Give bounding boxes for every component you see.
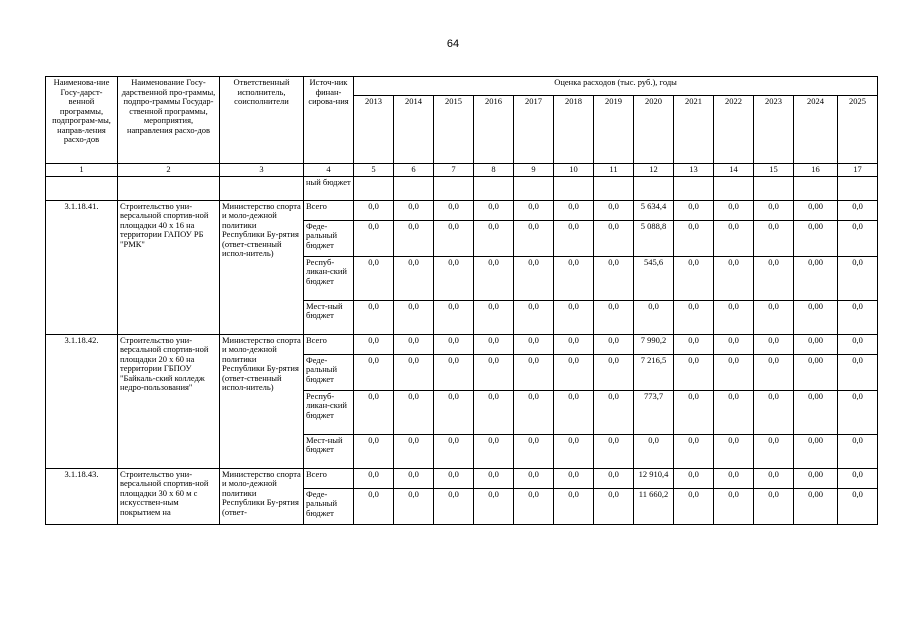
value-cell-2013: 0,0 xyxy=(354,434,394,468)
value-cell-2024: 0,00 xyxy=(794,300,838,334)
header-responsible-column: Ответственный исполнитель, соисполнители xyxy=(220,77,304,164)
continuation-row xyxy=(46,176,878,200)
column-index-cell: 14 xyxy=(714,164,754,177)
value-cell-2013: 0,0 xyxy=(354,488,394,524)
table-row xyxy=(46,200,878,220)
value-cell-2020: 0,0 xyxy=(634,300,674,334)
value-cell-2025: 0,0 xyxy=(838,488,878,524)
source-cell: Всего xyxy=(304,468,354,488)
value-cell-2022: 0,0 xyxy=(714,256,754,300)
header-year-2019: 2019 xyxy=(594,96,634,164)
table-row xyxy=(46,334,878,354)
value-cell-2020: 12 910,4 xyxy=(634,468,674,488)
value-cell-2023: 0,0 xyxy=(754,434,794,468)
value-cell-2014: 0,0 xyxy=(394,334,434,354)
header-year-2015: 2015 xyxy=(434,96,474,164)
value-cell-2023: 0,0 xyxy=(754,390,794,434)
program-code-cell: 3.1.18.43. xyxy=(46,468,118,524)
value-cell-2025: 0,0 xyxy=(838,390,878,434)
value-cell-2019: 0,0 xyxy=(594,334,634,354)
value-cell-2021: 0,0 xyxy=(674,256,714,300)
value-cell-2022: 0,0 xyxy=(714,468,754,488)
header-year-2022: 2022 xyxy=(714,96,754,164)
value-cell-2018: 0,0 xyxy=(554,434,594,468)
program-code-cell: 3.1.18.42. xyxy=(46,334,118,468)
value-cell-2022: 0,0 xyxy=(714,334,754,354)
source-cell: Респуб-ликан-ский бюджет xyxy=(304,390,354,434)
value-cell-2013: 0,0 xyxy=(354,220,394,256)
value-cell-2023: 0,0 xyxy=(754,300,794,334)
value-cell-2024: 0,00 xyxy=(794,200,838,220)
value-cell-2015: 0,0 xyxy=(434,300,474,334)
column-index-cell: 13 xyxy=(674,164,714,177)
event-name-cell: Строительство уни-версальной спортив-ной площадки 40 х 16 на территории ГАПОУ РБ "РМК" xyxy=(118,200,220,334)
column-index-row xyxy=(46,164,878,177)
value-cell-2014: 0,0 xyxy=(394,390,434,434)
value-cell-2017: 0,0 xyxy=(514,334,554,354)
value-cell-2017: 0,0 xyxy=(514,220,554,256)
value-cell-2021: 0,0 xyxy=(674,434,714,468)
column-index-cell: 12 xyxy=(634,164,674,177)
responsible-cell: Министерство спорта и моло-дежной политики Республики Бу-рятия (ответ-ственный испол-нитель) xyxy=(220,334,304,468)
value-cell-2015: 0,0 xyxy=(434,220,474,256)
column-index-cell: 11 xyxy=(594,164,634,177)
value-cell-2017: 0,0 xyxy=(514,434,554,468)
value-cell-2020: 0,0 xyxy=(634,434,674,468)
value-cell-2016: 0,0 xyxy=(474,220,514,256)
header-year-2014: 2014 xyxy=(394,96,434,164)
value-cell-2018: 0,0 xyxy=(554,256,594,300)
value-cell-2013: 0,0 xyxy=(354,390,394,434)
value-cell-2016: 0,0 xyxy=(474,354,514,390)
value-cell-2019: 0,0 xyxy=(594,220,634,256)
page-number: 64 xyxy=(446,38,460,50)
value-cell-2021: 0,0 xyxy=(674,390,714,434)
value-cell-2023: 0,0 xyxy=(754,200,794,220)
value-cell-2019: 0,0 xyxy=(594,488,634,524)
value-cell-2017: 0,0 xyxy=(514,300,554,334)
column-index-cell: 4 xyxy=(304,164,354,177)
program-code-cell: 3.1.18.41. xyxy=(46,200,118,334)
value-cell-2025: 0,0 xyxy=(838,200,878,220)
value-cell-2025: 0,0 xyxy=(838,256,878,300)
column-index-cell: 5 xyxy=(354,164,394,177)
value-cell-2024: 0,00 xyxy=(794,220,838,256)
value-cell-2019: 0,0 xyxy=(594,390,634,434)
responsible-cell: Министерство спорта и моло-дежной политики Республики Бу-рятия (ответ-ственный испол-нитель) xyxy=(220,200,304,334)
event-name-cell: Строительство уни-версальной спортив-ной площадки 20 х 60 на территории ГБПОУ "Байкаль-ский колледж недро-пользования" xyxy=(118,334,220,468)
value-cell-2014: 0,0 xyxy=(394,434,434,468)
column-index-cell: 17 xyxy=(838,164,878,177)
source-cell: Мест-ный бюджет xyxy=(304,434,354,468)
value-cell-2020: 7 216,5 xyxy=(634,354,674,390)
value-cell-2015: 0,0 xyxy=(434,200,474,220)
value-cell-2013: 0,0 xyxy=(354,354,394,390)
value-cell-2016: 0,0 xyxy=(474,390,514,434)
header-program-column: Наименова-ние Госу-дарст-венной программы, подпрограм-мы, направ-ления расхо-дов xyxy=(46,77,118,164)
value-cell-2019: 0,0 xyxy=(594,200,634,220)
value-cell-2016: 0,0 xyxy=(474,300,514,334)
value-cell-2015: 0,0 xyxy=(434,434,474,468)
header-year-2020: 2020 xyxy=(634,96,674,164)
value-cell-2019: 0,0 xyxy=(594,468,634,488)
value-cell-2018: 0,0 xyxy=(554,334,594,354)
value-cell-2016: 0,0 xyxy=(474,334,514,354)
value-cell-2014: 0,0 xyxy=(394,468,434,488)
value-cell-2014: 0,0 xyxy=(394,354,434,390)
event-name-cell: Строительство уни-версальной спортив-ной площадки 30 х 60 м с искусствен-ным покрытием на xyxy=(118,468,220,524)
source-cell: Феде-ральный бюджет xyxy=(304,488,354,524)
value-cell-2019: 0,0 xyxy=(594,354,634,390)
header-year-2017: 2017 xyxy=(514,96,554,164)
value-cell-2021: 0,0 xyxy=(674,220,714,256)
value-cell-2022: 0,0 xyxy=(714,390,754,434)
value-cell-2016: 0,0 xyxy=(474,468,514,488)
value-cell-2017: 0,0 xyxy=(514,354,554,390)
value-cell-2022: 0,0 xyxy=(714,488,754,524)
column-index-cell: 10 xyxy=(554,164,594,177)
column-index-cell: 9 xyxy=(514,164,554,177)
value-cell-2024: 0,00 xyxy=(794,488,838,524)
header-year-2021: 2021 xyxy=(674,96,714,164)
value-cell-2023: 0,0 xyxy=(754,220,794,256)
header-year-2016: 2016 xyxy=(474,96,514,164)
column-index-cell: 2 xyxy=(118,164,220,177)
value-cell-2025: 0,0 xyxy=(838,300,878,334)
value-cell-2016: 0,0 xyxy=(474,200,514,220)
value-cell-2019: 0,0 xyxy=(594,256,634,300)
value-cell-2014: 0,0 xyxy=(394,488,434,524)
value-cell-2025: 0,0 xyxy=(838,334,878,354)
value-cell-2015: 0,0 xyxy=(434,468,474,488)
value-cell-2017: 0,0 xyxy=(514,390,554,434)
responsible-cell: Министерство спорта и моло-дежной политики Республики Бу-рятия (ответ- xyxy=(220,468,304,524)
source-cell: Всего xyxy=(304,334,354,354)
value-cell-2014: 0,0 xyxy=(394,300,434,334)
value-cell-2020: 5 634,4 xyxy=(634,200,674,220)
table-row xyxy=(46,468,878,488)
header-estimate: Оценка расходов (тыс. руб.), годы xyxy=(354,77,878,96)
value-cell-2025: 0,0 xyxy=(838,434,878,468)
value-cell-2024: 0,00 xyxy=(794,354,838,390)
value-cell-2024: 0,00 xyxy=(794,256,838,300)
value-cell-2023: 0,0 xyxy=(754,334,794,354)
value-cell-2020: 773,7 xyxy=(634,390,674,434)
value-cell-2021: 0,0 xyxy=(674,468,714,488)
value-cell-2020: 7 990,2 xyxy=(634,334,674,354)
value-cell-2025: 0,0 xyxy=(838,468,878,488)
value-cell-2013: 0,0 xyxy=(354,200,394,220)
value-cell-2015: 0,0 xyxy=(434,256,474,300)
value-cell-2014: 0,0 xyxy=(394,200,434,220)
column-index-cell: 15 xyxy=(754,164,794,177)
value-cell-2018: 0,0 xyxy=(554,300,594,334)
value-cell-2017: 0,0 xyxy=(514,488,554,524)
value-cell-2017: 0,0 xyxy=(514,256,554,300)
column-index-cell: 16 xyxy=(794,164,838,177)
value-cell-2022: 0,0 xyxy=(714,300,754,334)
value-cell-2014: 0,0 xyxy=(394,220,434,256)
budget-table xyxy=(45,76,878,525)
source-cell: ный бюджет xyxy=(304,176,354,200)
value-cell-2019: 0,0 xyxy=(594,300,634,334)
value-cell-2024: 0,00 xyxy=(794,434,838,468)
header-name-column: Наименование Госу-дарственной про-граммы, подпро-граммы Государ-ственной программы, мероприятия, направления расхо-дов xyxy=(118,77,220,164)
value-cell-2014: 0,0 xyxy=(394,256,434,300)
value-cell-2022: 0,0 xyxy=(714,434,754,468)
value-cell-2025: 0,0 xyxy=(838,354,878,390)
value-cell-2013: 0,0 xyxy=(354,334,394,354)
value-cell-2023: 0,0 xyxy=(754,468,794,488)
value-cell-2021: 0,0 xyxy=(674,334,714,354)
source-cell: Феде-ральный бюджет xyxy=(304,354,354,390)
value-cell-2013: 0,0 xyxy=(354,468,394,488)
header-year-2018: 2018 xyxy=(554,96,594,164)
value-cell-2013: 0,0 xyxy=(354,256,394,300)
value-cell-2017: 0,0 xyxy=(514,468,554,488)
value-cell-2013: 0,0 xyxy=(354,300,394,334)
value-cell-2023: 0,0 xyxy=(754,256,794,300)
header-year-2025: 2025 xyxy=(838,96,878,164)
value-cell-2023: 0,0 xyxy=(754,488,794,524)
value-cell-2017: 0,0 xyxy=(514,200,554,220)
value-cell-2018: 0,0 xyxy=(554,488,594,524)
value-cell-2016: 0,0 xyxy=(474,256,514,300)
header-year-2023: 2023 xyxy=(754,96,794,164)
value-cell-2022: 0,0 xyxy=(714,354,754,390)
value-cell-2021: 0,0 xyxy=(674,300,714,334)
value-cell-2020: 5 088,8 xyxy=(634,220,674,256)
column-index-cell: 7 xyxy=(434,164,474,177)
value-cell-2015: 0,0 xyxy=(434,390,474,434)
value-cell-2023: 0,0 xyxy=(754,354,794,390)
source-cell: Всего xyxy=(304,200,354,220)
value-cell-2021: 0,0 xyxy=(674,488,714,524)
value-cell-2019: 0,0 xyxy=(594,434,634,468)
value-cell-2024: 0,00 xyxy=(794,334,838,354)
value-cell-2016: 0,0 xyxy=(474,488,514,524)
header-source-column: Источ-ник финан-сирова-ния xyxy=(304,77,354,164)
source-cell: Феде-ральный бюджет xyxy=(304,220,354,256)
value-cell-2015: 0,0 xyxy=(434,354,474,390)
value-cell-2016: 0,0 xyxy=(474,434,514,468)
value-cell-2018: 0,0 xyxy=(554,200,594,220)
value-cell-2020: 11 660,2 xyxy=(634,488,674,524)
column-index-cell: 1 xyxy=(46,164,118,177)
value-cell-2020: 545,6 xyxy=(634,256,674,300)
source-cell: Мест-ный бюджет xyxy=(304,300,354,334)
value-cell-2018: 0,0 xyxy=(554,390,594,434)
value-cell-2018: 0,0 xyxy=(554,354,594,390)
header-year-2024: 2024 xyxy=(794,96,838,164)
value-cell-2021: 0,0 xyxy=(674,200,714,220)
source-cell: Респуб-ликан-ский бюджет xyxy=(304,256,354,300)
value-cell-2024: 0,00 xyxy=(794,390,838,434)
column-index-cell: 8 xyxy=(474,164,514,177)
value-cell-2022: 0,0 xyxy=(714,220,754,256)
value-cell-2021: 0,0 xyxy=(674,354,714,390)
value-cell-2018: 0,0 xyxy=(554,220,594,256)
header-year-2013: 2013 xyxy=(354,96,394,164)
value-cell-2024: 0,00 xyxy=(794,468,838,488)
column-index-cell: 3 xyxy=(220,164,304,177)
value-cell-2015: 0,0 xyxy=(434,334,474,354)
value-cell-2015: 0,0 xyxy=(434,488,474,524)
value-cell-2025: 0,0 xyxy=(838,220,878,256)
value-cell-2022: 0,0 xyxy=(714,200,754,220)
value-cell-2018: 0,0 xyxy=(554,468,594,488)
column-index-cell: 6 xyxy=(394,164,434,177)
